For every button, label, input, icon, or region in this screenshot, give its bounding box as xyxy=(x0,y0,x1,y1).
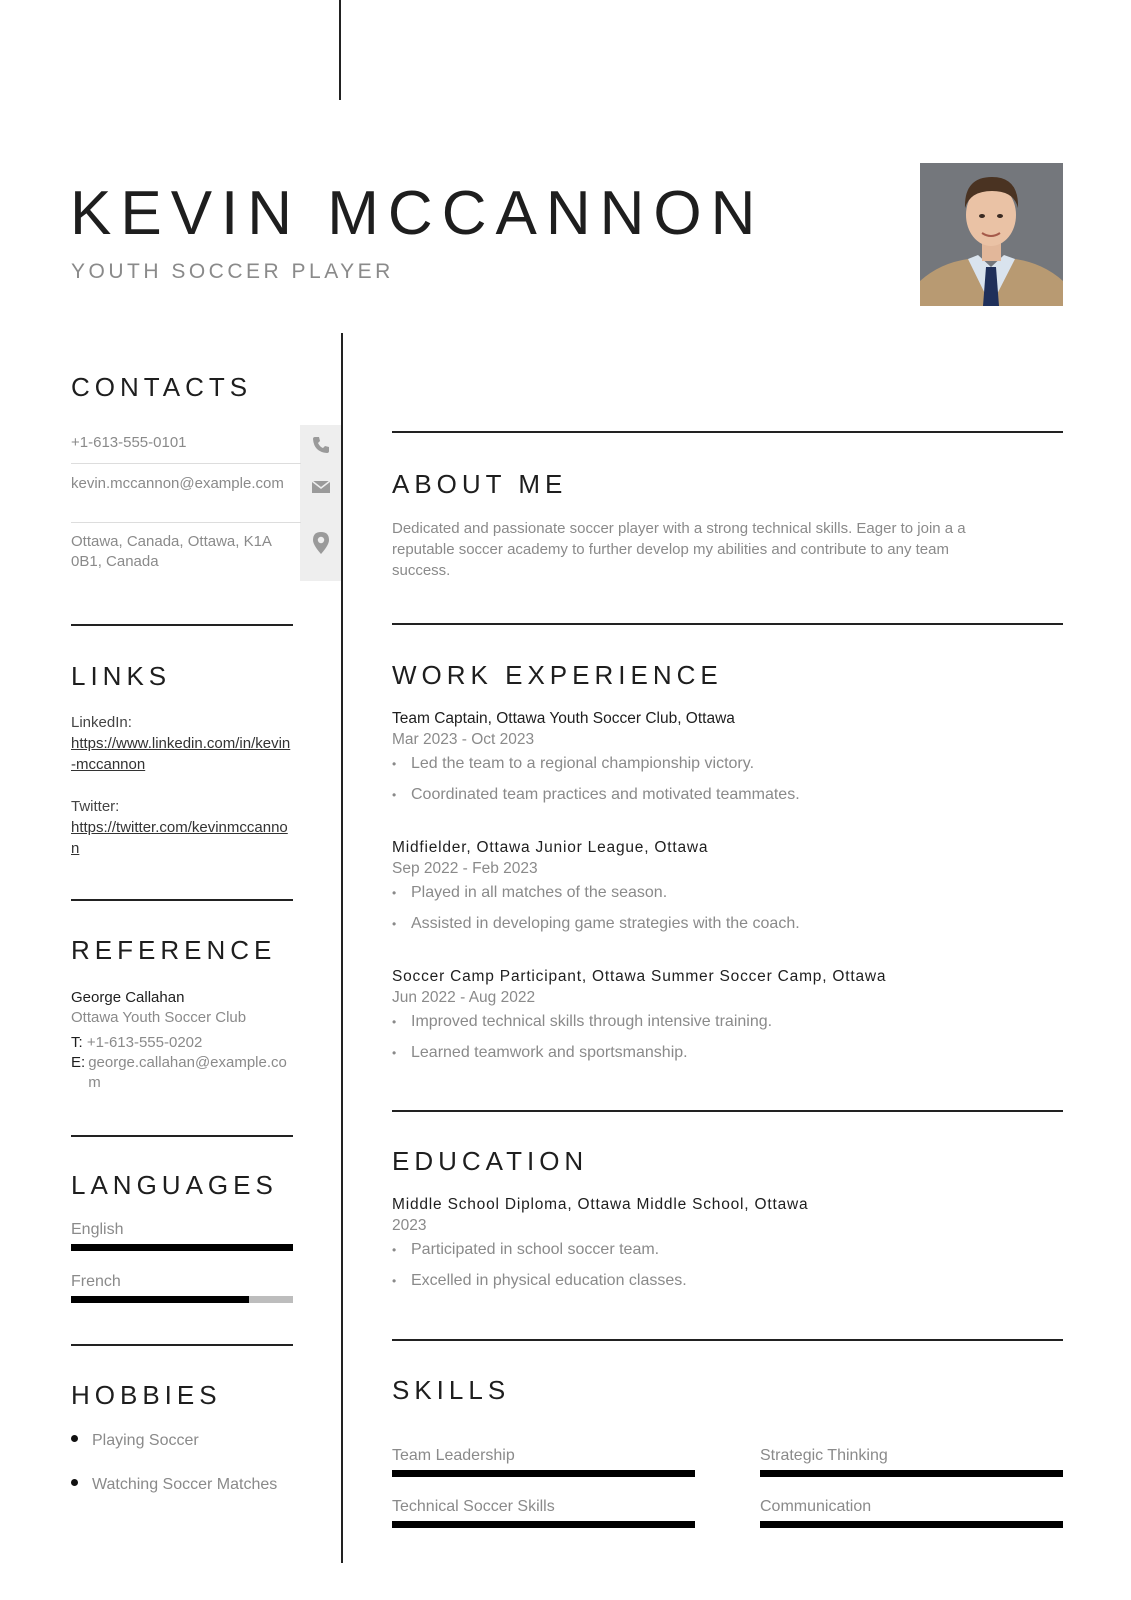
bullet-item: • Coordinated team practices and motivated teammates. xyxy=(392,785,1063,805)
top-divider xyxy=(339,0,341,100)
skill-bar-fill xyxy=(760,1470,1063,1477)
skill-communication-bar xyxy=(760,1521,1063,1528)
skills-heading: SKILLS xyxy=(392,1375,511,1405)
candidate-name: KEVIN MCCANNON xyxy=(70,179,765,248)
reference-phone-label: T: xyxy=(71,1034,83,1051)
contact-divider xyxy=(71,522,301,523)
skill-communication-label: Communication xyxy=(760,1498,872,1515)
education-entry xyxy=(392,1196,1063,1302)
bullet-item: • Played in all matches of the season. xyxy=(392,883,1063,903)
section-divider xyxy=(71,624,293,626)
links-heading: LINKS xyxy=(71,661,172,691)
reference-email-label: E: xyxy=(71,1054,86,1071)
link-label: LinkedIn: xyxy=(71,714,132,731)
profile-photo xyxy=(920,163,1063,306)
column-divider xyxy=(341,333,343,1563)
work-entry-date: Mar 2023 - Oct 2023 xyxy=(392,731,535,748)
contact-phone-text: +1-613-555-0101 xyxy=(71,434,187,451)
twitter-link[interactable]: https://twitter.com/kevinmccannon xyxy=(71,819,288,857)
contact-divider xyxy=(71,463,301,464)
skill-technical-soccer-label: Technical Soccer Skills xyxy=(392,1498,555,1515)
bullet-item: • Led the team to a regional championship victory. xyxy=(392,754,1063,774)
skill-strategic-thinking-bar xyxy=(760,1470,1063,1477)
bullet-item: • Improved technical skills through intensive training. xyxy=(392,1012,1063,1032)
bullet-item: • Learned teamwork and sportsmanship. xyxy=(392,1043,1063,1063)
work-entry-bullets xyxy=(392,1012,1063,1063)
reference-block xyxy=(71,988,293,1093)
education-entry-bullets xyxy=(392,1240,1063,1291)
language-french-bar xyxy=(71,1296,293,1303)
education-entry-date: 2023 xyxy=(392,1217,427,1234)
candidate-role: YOUTH SOCCER PLAYER xyxy=(71,260,394,283)
about-text: Dedicated and passionate soccer player with a strong technical skills. Eager to join a a reputable soccer academy to further develop my abilities and contribute to any team success. xyxy=(392,520,966,579)
bullet-item: • Excelled in physical education classes. xyxy=(392,1271,1063,1291)
work-entry-title: Midfielder, Ottawa Junior League, Ottawa xyxy=(392,839,709,856)
reference-name: George Callahan xyxy=(71,989,185,1006)
work-entry-date: Jun 2022 - Aug 2022 xyxy=(392,989,536,1006)
skill-strategic-thinking-label: Strategic Thinking xyxy=(760,1447,888,1464)
hobby-item xyxy=(71,1476,277,1494)
section-divider xyxy=(71,1135,293,1137)
skill-technical-soccer-bar xyxy=(392,1521,695,1528)
reference-phone xyxy=(71,1033,293,1053)
link-label: Twitter: xyxy=(71,798,120,815)
contact-icon-strip xyxy=(300,425,341,581)
work-entry xyxy=(392,710,1063,816)
reference-heading: REFERENCE xyxy=(71,935,277,965)
bullet-item: • Participated in school soccer team. xyxy=(392,1240,1063,1260)
bullet-item: • Assisted in developing game strategies with the coach. xyxy=(392,914,1063,934)
contact-email-text: kevin.mccannon@example.com xyxy=(71,475,284,492)
work-entry-date: Sep 2022 - Feb 2023 xyxy=(392,860,538,877)
language-bar-fill xyxy=(71,1244,293,1251)
bullet-dot xyxy=(71,1479,78,1486)
languages-heading: LANGUAGES xyxy=(71,1170,278,1200)
links-list xyxy=(71,712,293,859)
reference-phone-value: +1-613-555-0202 xyxy=(86,1034,203,1051)
skill-team-leadership-label: Team Leadership xyxy=(392,1447,515,1464)
link-item-linkedin xyxy=(71,712,293,775)
section-divider xyxy=(392,623,1063,625)
contacts-heading: CONTACTS xyxy=(71,372,253,402)
hobby-text: Watching Soccer Matches xyxy=(92,1476,278,1493)
section-divider xyxy=(392,431,1063,433)
language-french-label: French xyxy=(71,1273,121,1290)
hobby-text: Playing Soccer xyxy=(92,1432,199,1449)
work-entry-bullets xyxy=(392,883,1063,934)
work-entry xyxy=(392,968,1063,1074)
map-pin-icon xyxy=(311,531,331,555)
work-entry-bullets xyxy=(392,754,1063,805)
section-divider xyxy=(71,899,293,901)
language-bar-fill xyxy=(71,1296,249,1303)
work-heading: WORK EXPERIENCE xyxy=(392,660,723,690)
section-divider xyxy=(392,1339,1063,1341)
work-entry xyxy=(392,839,1063,945)
section-divider xyxy=(71,1344,293,1346)
bullet-dot xyxy=(71,1435,78,1442)
hobby-item xyxy=(71,1432,199,1450)
phone-icon xyxy=(311,435,331,455)
work-entry-title: Team Captain, Ottawa Youth Soccer Club, Ottawa xyxy=(392,710,735,727)
linkedin-link[interactable]: https://www.linkedin.com/in/kevin-mccannon xyxy=(71,735,291,773)
link-item-twitter xyxy=(71,796,293,859)
education-heading: EDUCATION xyxy=(392,1146,589,1176)
reference-email xyxy=(71,1053,293,1093)
language-english-bar xyxy=(71,1244,293,1251)
work-entry-title: Soccer Camp Participant, Ottawa Summer Soccer Camp, Ottawa xyxy=(392,968,887,985)
section-divider xyxy=(392,1110,1063,1112)
skill-bar-fill xyxy=(392,1470,695,1477)
about-heading: ABOUT ME xyxy=(392,469,568,499)
language-english-label: English xyxy=(71,1221,124,1238)
reference-email-value: george.callahan@example.com xyxy=(88,1054,287,1091)
contact-address-text: Ottawa, Canada, Ottawa, K1A 0B1, Canada xyxy=(71,533,272,570)
skill-bar-fill xyxy=(760,1521,1063,1528)
education-entry-title: Middle School Diploma, Ottawa Middle School, Ottawa xyxy=(392,1196,809,1213)
envelope-icon xyxy=(311,477,331,497)
hobbies-heading: HOBBIES xyxy=(71,1380,222,1410)
skill-team-leadership-bar xyxy=(392,1470,695,1477)
reference-organization: Ottawa Youth Soccer Club xyxy=(71,1009,247,1026)
skill-bar-fill xyxy=(392,1521,695,1528)
